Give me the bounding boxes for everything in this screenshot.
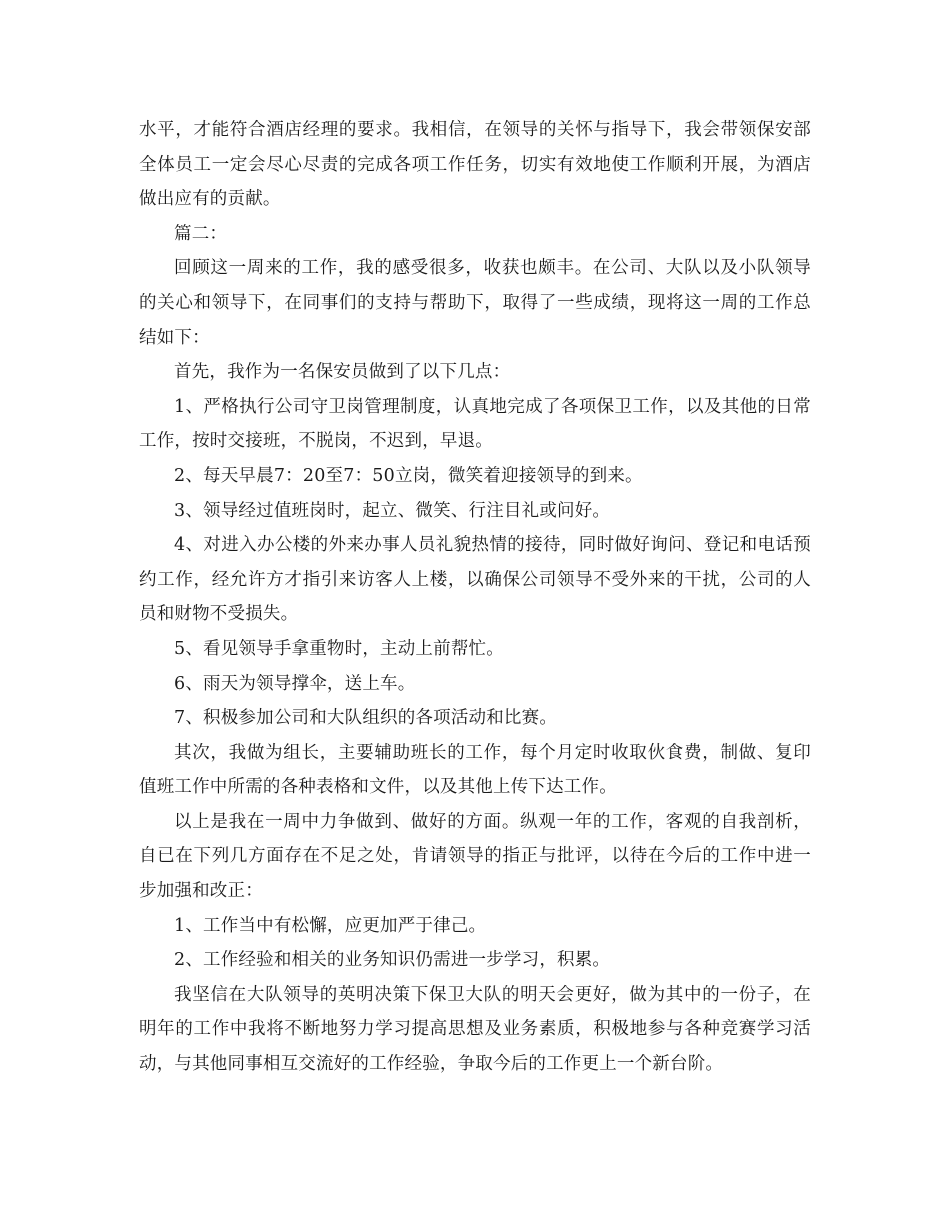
section-heading: 篇二： (174, 223, 228, 244)
list-item-1: 1、严格执行公司守卫岗管理制度，认真地完成了各项保卫工作，以及其他的日常工作，按时交接班，不脱岗，不迟到，早退。 (139, 396, 811, 452)
shortcoming-item-2: 2、工作经验和相关的业务知识仍需进一步学习，积累。 (174, 950, 611, 971)
paragraph-intro: 回顾这一周来的工作，我的感受很多，收获也颇丰。在公司、大队以及小队领导的关心和领导下，在同事们的支持与帮助下，取得了一些成绩，现将这一周的工作总结如下： (139, 258, 811, 348)
list-item-7: 7、积极参加公司和大队组织的各项活动和比赛。 (174, 708, 558, 729)
paragraph-continuation: 水平，才能符合酒店经理的要求。我相信，在领导的关怀与指导下，我会带领保安部全体员工一定会尽心尽责的完成各项工作任务，切实有效地使工作顺利开展，为酒店做出应有的贡献。 (139, 120, 811, 210)
paragraph-first: 首先，我作为一名保安员做到了以下几点： (174, 362, 511, 383)
shortcoming-item-1: 1、工作当中有松懈，应更加严于律己。 (174, 915, 487, 936)
list-item-4: 4、对进入办公楼的外来办事人员礼貌热情的接待，同时做好询问、登记和电话预约工作，经允许方才指引来访客人上楼，以确保公司领导不受外来的干扰，公司的人员和财物不受损失。 (139, 535, 811, 625)
list-item-3: 3、领导经过值班岗时，起立、微笑、行注目礼或问好。 (174, 500, 611, 521)
document-body (139, 113, 811, 1082)
list-item-6: 6、雨天为领导撑伞，送上车。 (174, 673, 416, 694)
list-item-5: 5、看见领导手拿重物时，主动上前帮忙。 (174, 638, 504, 659)
paragraph-review: 以上是我在一周中力争做到、做好的方面。纵观一年的工作，客观的自我剖析，自已在下列几方面存在不足之处，肯请领导的指正与批评，以待在今后的工作中进一步加强和改正： (139, 811, 811, 902)
paragraph-second: 其次，我做为组长，主要辅助班长的工作，每个月定时收取伙食费，制做、复印值班工作中所需的各种表格和文件，以及其他上传下达工作。 (139, 742, 811, 798)
paragraph-conclusion: 我坚信在大队领导的英明决策下保卫大队的明天会更好，做为其中的一份子，在明年的工作中我将不断地努力学习提高思想及业务素质，积极地参与各种竞赛学习活动，与其他同事相互交流好的工作经验，争取今后的工作更上一个新台阶。 (139, 984, 811, 1075)
list-item-2: 2、每天早晨7：20至7：50立岗，微笑着迎接领导的到来。 (174, 465, 643, 486)
